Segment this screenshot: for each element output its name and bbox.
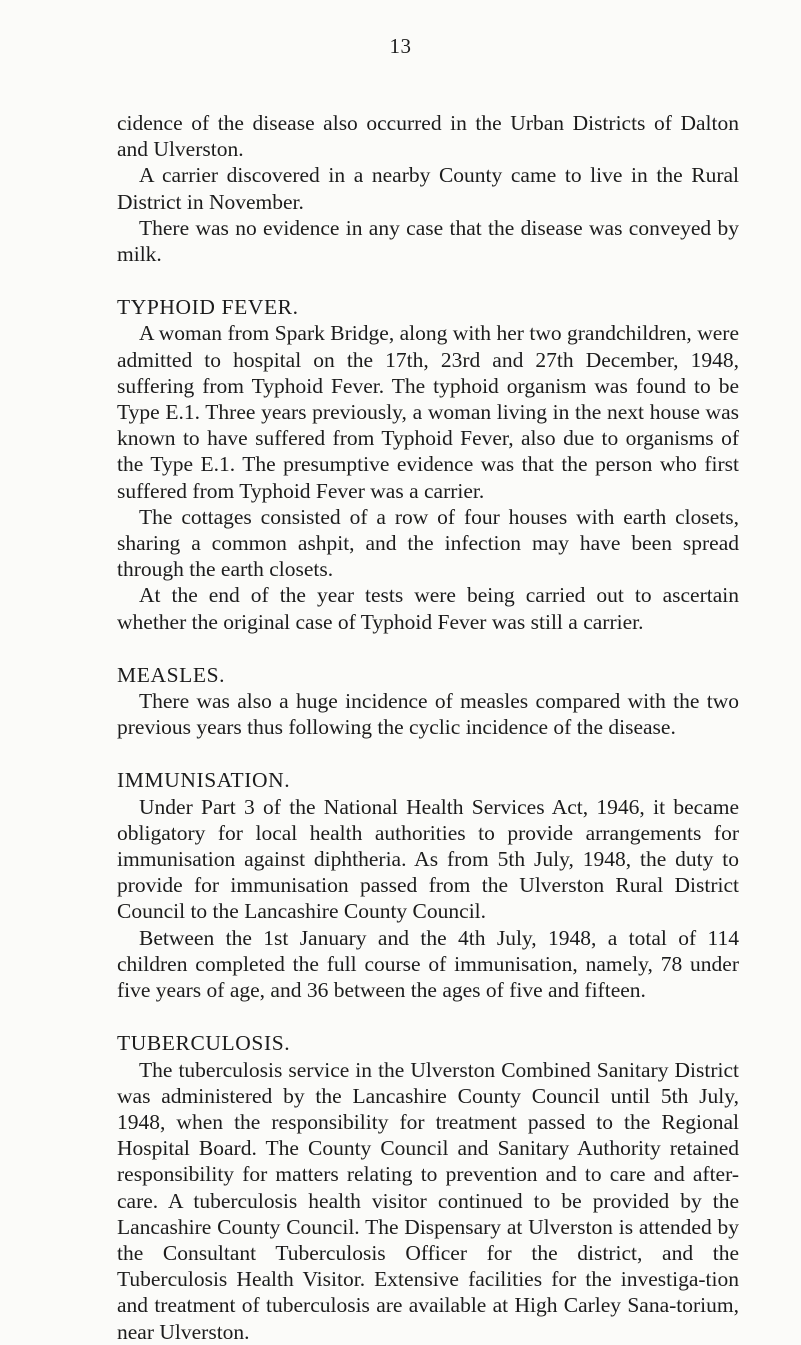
paragraph: At the end of the year tests were being carried out to ascertain whether the original case of Typhoid Fever was still a carrier. (117, 583, 739, 634)
paragraph: cidence of the disease also occurred in the Urban Districts of Dalton and Ulverston. (117, 111, 739, 162)
section-immunisation (117, 767, 739, 1003)
intro-section (117, 110, 739, 267)
paragraph: A carrier discovered in a nearby County came to live in the Rural District in November. (117, 163, 739, 214)
section-typhoid-fever (117, 294, 739, 635)
paragraph: There was no evidence in any case that the disease was conveyed by milk. (117, 215, 739, 267)
paragraph: The cottages consisted of a row of four houses with earth closets, sharing a common ashpit, and the infection may have been spread through the earth closets. (117, 504, 739, 582)
section-measles (117, 662, 739, 741)
section-heading: TUBERCULOSIS. (117, 1031, 291, 1056)
paragraph: Between the 1st January and the 4th July, 1948, a total of 114 children completed the full course of immunisation, namely, 78 under five years of age, and 36 between the ages of five and fifteen. (117, 925, 739, 1003)
paragraph: The tuberculosis service in the Ulverston Combined Sanitary District was administered by the Lancashire County Council until 5th July, 1948, when the responsibility for treatment passed to the Regional Hospital Board. The County Council and Sanitary Authority retained responsibility for matters relating to prevention and to care and after-care. A tuberculosis health visitor continued to be provided by the Lancashire County Council. The Dispensary at Ulverston is attended by the Consultant Tuberculosis Officer for the district, and the Tuberculosis Health Visitor. Extensive facilities for the investiga-tion and treatment of tuberculosis are available at High Carley Sana-torium, near Ulverston. (117, 1057, 739, 1344)
page-number: 13 (389, 34, 412, 58)
paragraph: A woman from Spark Bridge, along with her two grandchildren, were admitted to hospital on the 17th, 23rd and 27th December, 1948, suffering from Typhoid Fever. The typhoid organism was found to be Type E.1. Three years previously, a woman living in the next house was known to have suffered from Typhoid Fever, also due to organisms of the Type E.1. The presumptive evidence was that the person who first suffered from Typhoid Fever was a carrier. (117, 321, 739, 503)
paragraph: There was also a huge incidence of measles compared with the two previous years thus following the cyclic incidence of the disease. (117, 689, 739, 740)
section-heading: MEASLES. (117, 662, 226, 687)
page-body (117, 110, 739, 1345)
section-heading: IMMUNISATION. (117, 768, 291, 793)
paragraph: Under Part 3 of the National Health Services Act, 1946, it became obligatory for local health authorities to provide arrangements for immunisation against diphtheria. As from 5th July, 1948, the duty to provide for immunisation passed from the Ulverston Rural District Council to the Lancashire County Council. (117, 794, 739, 924)
section-heading: TYPHOID FEVER. (117, 295, 299, 320)
section-tuberculosis (117, 1030, 739, 1344)
